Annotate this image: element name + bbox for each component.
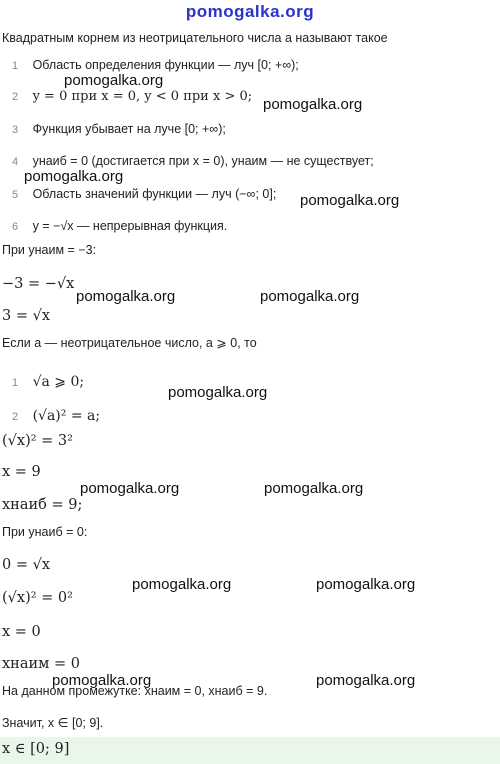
equation: −3 = −√x — [2, 276, 75, 292]
equation: 0 = √x — [2, 557, 51, 573]
watermark: pomogalka.org — [264, 480, 364, 497]
property-number: 1 — [12, 60, 19, 72]
property-text: y = 0 при x = 0, y < 0 при x > 0; — [32, 89, 253, 104]
watermark: pomogalka.org — [316, 576, 416, 593]
watermark: pomogalka.org — [263, 96, 363, 113]
equation: xнаиб = 9; — [2, 497, 83, 513]
property-item — [12, 120, 226, 138]
property-item — [12, 87, 252, 105]
case-heading: При yнаим = −3: — [2, 243, 97, 257]
property-text: Область значений функции — луч (−∞; 0]; — [32, 187, 277, 201]
property-item — [12, 217, 227, 235]
property-number: 2 — [12, 91, 19, 103]
rule-text: √a ⩾ 0; — [32, 374, 85, 390]
summary-text: На данном промежутке: xнаим = 0, xнаиб = 9. — [2, 684, 268, 698]
property-text: y = −√x — непрерывная функция. — [32, 219, 228, 233]
equation: xнаим = 0 — [2, 656, 81, 672]
intro-text: Квадратным корнем из неотрицательного числа a называют такое — [2, 31, 388, 45]
answer-box — [0, 737, 500, 764]
equation: x = 0 — [2, 624, 41, 640]
property-number: 6 — [12, 221, 19, 233]
property-text: Функция убывает на луче [0; +∞); — [32, 122, 226, 136]
equation: (√x)² = 3² — [2, 433, 73, 449]
rule-item — [12, 373, 84, 391]
property-text: Область определения функции — луч [0; +∞); — [32, 58, 299, 72]
answer-text: x ∈ [0; 9] — [2, 741, 70, 757]
property-number: 3 — [12, 124, 19, 136]
property-number: 4 — [12, 156, 19, 168]
equation: (√x)² = 0² — [2, 590, 73, 606]
rule-number: 2 — [12, 411, 19, 423]
site-header: pomogalka.org — [185, 2, 315, 21]
watermark: pomogalka.org — [52, 672, 152, 689]
property-number: 5 — [12, 189, 19, 201]
rule-number: 1 — [12, 377, 19, 389]
watermark: pomogalka.org — [64, 72, 164, 89]
condition-text: Если a — неотрицательное число, a ⩾ 0, то — [2, 336, 257, 350]
watermark: pomogalka.org — [76, 288, 176, 305]
watermark: pomogalka.org — [260, 288, 360, 305]
watermark: pomogalka.org — [24, 168, 124, 185]
rule-text: (√a)² = a; — [32, 408, 101, 424]
property-item — [12, 185, 276, 203]
watermark: pomogalka.org — [316, 672, 416, 689]
property-text: yнаиб = 0 (достигается при x = 0), yнаим — не существует; — [32, 154, 374, 168]
equation: 3 = √x — [2, 308, 51, 324]
watermark: pomogalka.org — [168, 384, 268, 401]
equation: x = 9 — [2, 464, 41, 480]
case-heading: При yнаиб = 0: — [2, 525, 88, 539]
watermark: pomogalka.org — [132, 576, 232, 593]
watermark: pomogalka.org — [80, 480, 180, 497]
conclusion-text: Значит, x ∈ [0; 9]. — [2, 716, 104, 730]
watermark: pomogalka.org — [300, 192, 400, 209]
rule-item — [12, 407, 100, 425]
